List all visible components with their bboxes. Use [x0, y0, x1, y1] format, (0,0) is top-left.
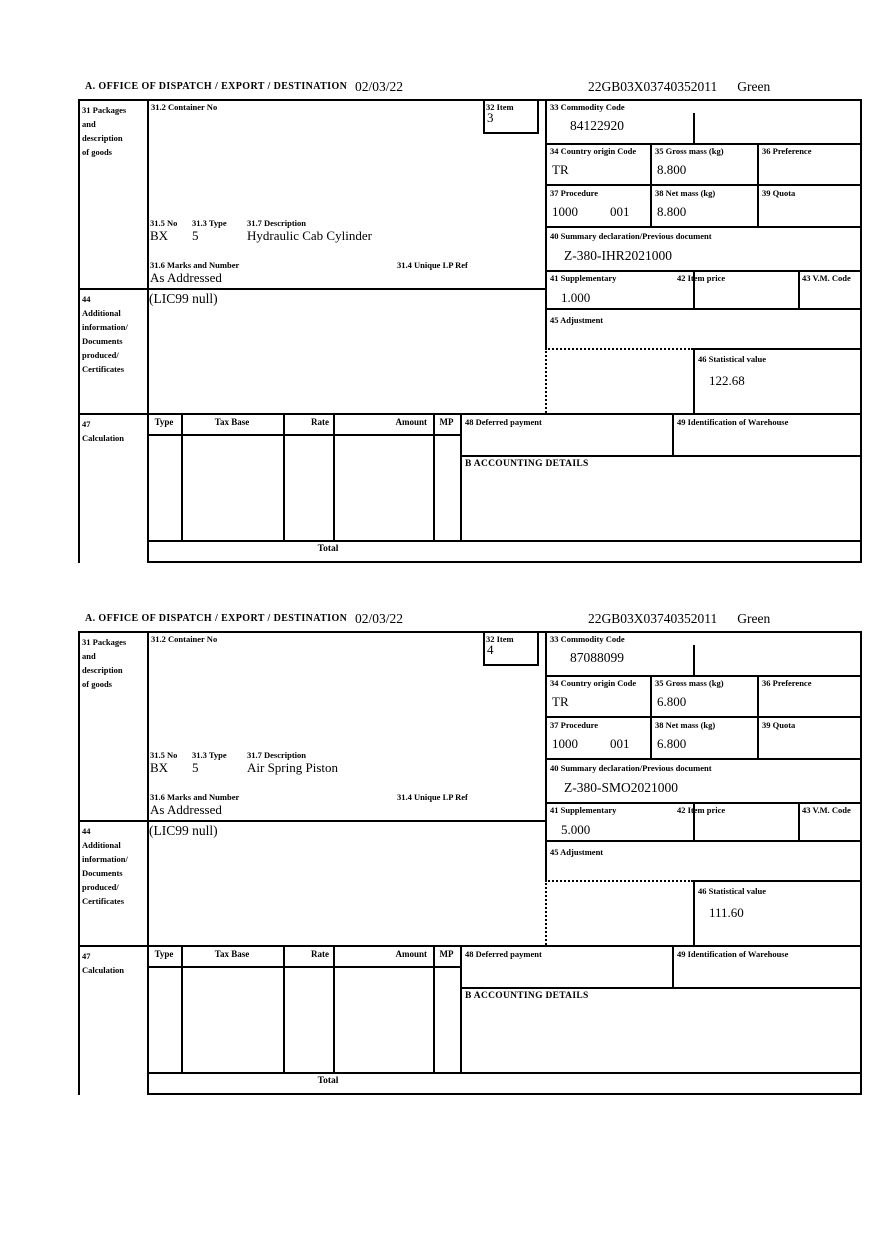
adjustment-label: 45 Adjustment — [550, 847, 604, 857]
grid-line — [433, 945, 435, 1072]
calc-column-header-type: Type — [154, 417, 174, 427]
grid-line — [460, 455, 862, 457]
commodity-code-label: 33 Commodity Code — [550, 102, 625, 112]
packages-box-label: 31 Packages and description of goods — [82, 637, 127, 689]
previous-document-value: Z-380-SMO2021000 — [564, 780, 678, 795]
grid-line — [483, 631, 485, 666]
country-origin-label: 34 Country origin Code — [550, 146, 637, 156]
previous-document-label: 40 Summary declaration/Previous document — [550, 763, 712, 773]
grid-line — [483, 132, 539, 134]
package-type-value: 5 — [192, 228, 199, 243]
grid-line — [545, 675, 862, 677]
statistical-value: 111.60 — [709, 905, 744, 920]
vm-code-label: 43 V.M. Code — [802, 805, 851, 815]
item-box-label: 32 Item — [486, 634, 514, 644]
grid-line — [460, 413, 462, 540]
grid-line — [545, 226, 862, 228]
package-type-label: 31.3 Type — [192, 218, 227, 228]
grid-line — [181, 413, 183, 540]
grid-line — [693, 645, 695, 675]
unique-lp-ref-label: 31.4 Unique LP Ref — [397, 792, 468, 802]
previous-document-value: Z-380-IHR2021000 — [564, 248, 672, 263]
preference-label: 36 Preference — [762, 146, 812, 156]
grid-line — [693, 113, 695, 143]
procedure-values — [552, 204, 630, 219]
grid-line — [78, 945, 862, 947]
calc-column-header-rate: Rate — [311, 417, 329, 427]
grid-line — [693, 880, 695, 945]
grid-line — [545, 840, 862, 842]
accounting-details-title: B ACCOUNTING DETAILS — [465, 459, 589, 469]
grid-line — [147, 540, 862, 542]
office-of-dispatch-title: A. OFFICE OF DISPATCH / EXPORT / DESTINATION — [85, 613, 348, 624]
package-no-value: BX — [150, 760, 169, 775]
grid-line — [147, 1093, 862, 1095]
grid-line — [545, 143, 862, 145]
marks-number-label: 31.6 Marks and Number — [150, 260, 240, 270]
grid-line — [333, 945, 335, 1072]
grid-line — [460, 945, 462, 1072]
grid-line — [798, 270, 800, 308]
grid-line — [483, 99, 485, 134]
supplementary-value: 5.000 — [561, 822, 591, 837]
grid-line — [798, 802, 800, 840]
calc-column-header-mp: MP — [439, 949, 454, 959]
country-origin-label: 34 Country origin Code — [550, 678, 637, 688]
grid-line — [860, 631, 862, 1095]
grid-line — [757, 675, 759, 758]
routing-status: Green — [737, 79, 771, 94]
supplementary-value: 1.000 — [561, 290, 591, 305]
package-no-label: 31.5 No — [150, 750, 178, 760]
country-origin-value: TR — [552, 162, 569, 177]
package-no-label: 31.5 No — [150, 218, 178, 228]
declaration-item-section — [78, 610, 862, 1100]
calc-column-header-amount: Amount — [395, 949, 427, 959]
procedure-code-2-value: 001 — [610, 736, 630, 751]
grid-line — [545, 802, 862, 804]
unique-lp-ref-label: 31.4 Unique LP Ref — [397, 260, 468, 270]
grid-line — [693, 348, 862, 350]
procedure-label: 37 Procedure — [550, 188, 599, 198]
dotted-divider-line — [545, 348, 693, 350]
packages-box-label: 31 Packages and description of goods — [82, 105, 127, 157]
procedure-code-value: 1000 — [552, 204, 578, 219]
package-no-value: BX — [150, 228, 169, 243]
grid-line — [537, 99, 539, 134]
dotted-divider-line — [545, 880, 547, 945]
procedure-code-value: 1000 — [552, 736, 578, 751]
grid-line — [860, 99, 862, 563]
marks-number-label: 31.6 Marks and Number — [150, 792, 240, 802]
statistical-value: 122.68 — [709, 373, 745, 388]
warehouse-id-label: 49 Identification of Warehouse — [677, 417, 789, 427]
grid-line — [333, 413, 335, 540]
total-label: Total — [317, 544, 339, 554]
goods-description-label: 31.7 Description — [247, 218, 307, 228]
grid-line — [147, 631, 149, 1095]
total-label: Total — [317, 1076, 339, 1086]
supplementary-label: 41 Supplementary — [550, 273, 617, 283]
dotted-divider-line — [545, 348, 547, 413]
item-price-label: 42 Item price — [677, 805, 726, 815]
grid-line — [545, 758, 862, 760]
marks-number-value: As Addressed — [150, 802, 222, 817]
grid-line — [78, 631, 80, 1095]
gross-mass-value: 6.800 — [657, 694, 687, 709]
item-price-label: 42 Item price — [677, 273, 726, 283]
grid-line — [650, 675, 652, 758]
procedure-label: 37 Procedure — [550, 720, 599, 730]
grid-line — [78, 99, 862, 101]
goods-description-value: Air Spring Piston — [247, 760, 339, 775]
grid-line — [545, 631, 547, 882]
commodity-code-label: 33 Commodity Code — [550, 634, 625, 644]
goods-description-label: 31.7 Description — [247, 750, 307, 760]
deferred-payment-label: 48 Deferred payment — [465, 949, 542, 959]
grid-line — [78, 631, 862, 633]
net-mass-value: 8.800 — [657, 204, 687, 219]
marks-number-value: As Addressed — [150, 270, 222, 285]
grid-line — [672, 413, 674, 455]
additional-info-box-label: 44 Additional information/ Documents produced/ Certificates — [82, 826, 128, 906]
package-type-label: 31.3 Type — [192, 750, 227, 760]
grid-line — [147, 966, 462, 968]
goods-description-value: Hydraulic Cab Cylinder — [247, 228, 372, 243]
grid-line — [433, 413, 435, 540]
statistical-value-label: 46 Statistical value — [698, 354, 766, 364]
grid-line — [78, 99, 80, 563]
declaration-reference-group — [588, 79, 770, 95]
dispatch-date: 02/03/22 — [355, 79, 404, 94]
grid-line — [147, 561, 862, 563]
grid-line — [181, 945, 183, 1072]
gross-mass-label: 35 Gross mass (kg) — [655, 146, 724, 156]
additional-info-value: (LIC99 null) — [149, 823, 218, 838]
procedure-values — [552, 736, 630, 751]
calculation-box-label: 47 Calculation — [82, 419, 125, 443]
additional-info-box-label: 44 Additional information/ Documents produced/ Certificates — [82, 294, 128, 374]
calc-column-header-rate: Rate — [311, 949, 329, 959]
grid-line — [545, 99, 547, 350]
adjustment-label: 45 Adjustment — [550, 315, 604, 325]
country-origin-value: TR — [552, 694, 569, 709]
grid-line — [147, 1072, 862, 1074]
warehouse-id-label: 49 Identification of Warehouse — [677, 949, 789, 959]
grid-line — [147, 434, 462, 436]
grid-line — [650, 143, 652, 226]
net-mass-label: 38 Net mass (kg) — [655, 188, 716, 198]
quota-label: 39 Quota — [762, 188, 796, 198]
grid-line — [460, 987, 862, 989]
commodity-code-value: 84122920 — [570, 118, 624, 133]
item-box-label: 32 Item — [486, 102, 514, 112]
item-number-value: 4 — [487, 642, 494, 657]
statistical-value-label: 46 Statistical value — [698, 886, 766, 896]
grid-line — [78, 413, 862, 415]
package-type-value: 5 — [192, 760, 199, 775]
calc-column-header-taxbase: Tax Base — [214, 949, 250, 959]
container-no-label: 31.2 Container No — [151, 102, 218, 112]
grid-line — [672, 945, 674, 987]
calculation-box-label: 47 Calculation — [82, 951, 125, 975]
grid-line — [545, 270, 862, 272]
preference-label: 36 Preference — [762, 678, 812, 688]
calc-column-header-mp: MP — [439, 417, 454, 427]
grid-line — [537, 631, 539, 666]
grid-line — [483, 664, 539, 666]
grid-line — [545, 184, 862, 186]
calc-column-header-taxbase: Tax Base — [214, 417, 250, 427]
gross-mass-value: 8.800 — [657, 162, 687, 177]
dispatch-date: 02/03/22 — [355, 611, 404, 626]
grid-line — [147, 99, 149, 563]
calc-column-header-amount: Amount — [395, 417, 427, 427]
procedure-code-2-value: 001 — [610, 204, 630, 219]
supplementary-label: 41 Supplementary — [550, 805, 617, 815]
grid-line — [283, 945, 285, 1072]
net-mass-label: 38 Net mass (kg) — [655, 720, 716, 730]
accounting-details-title: B ACCOUNTING DETAILS — [465, 991, 589, 1001]
dotted-divider-line — [545, 880, 693, 882]
deferred-payment-label: 48 Deferred payment — [465, 417, 542, 427]
vm-code-label: 43 V.M. Code — [802, 273, 851, 283]
grid-line — [693, 880, 862, 882]
container-no-label: 31.2 Container No — [151, 634, 218, 644]
gross-mass-label: 35 Gross mass (kg) — [655, 678, 724, 688]
grid-line — [545, 716, 862, 718]
quota-label: 39 Quota — [762, 720, 796, 730]
grid-line — [283, 413, 285, 540]
declaration-reference: 22GB03X03740352011 — [588, 79, 718, 94]
declaration-item-section — [78, 78, 862, 568]
declaration-reference-group — [588, 611, 770, 627]
grid-line — [757, 143, 759, 226]
office-of-dispatch-title: A. OFFICE OF DISPATCH / EXPORT / DESTINATION — [85, 81, 348, 92]
grid-line — [693, 348, 695, 413]
additional-info-value: (LIC99 null) — [149, 291, 218, 306]
grid-line — [545, 308, 862, 310]
previous-document-label: 40 Summary declaration/Previous document — [550, 231, 712, 241]
calc-column-header-type: Type — [154, 949, 174, 959]
item-number-value: 3 — [487, 110, 494, 125]
routing-status: Green — [737, 611, 771, 626]
declaration-reference: 22GB03X03740352011 — [588, 611, 718, 626]
net-mass-value: 6.800 — [657, 736, 687, 751]
commodity-code-value: 87088099 — [570, 650, 624, 665]
